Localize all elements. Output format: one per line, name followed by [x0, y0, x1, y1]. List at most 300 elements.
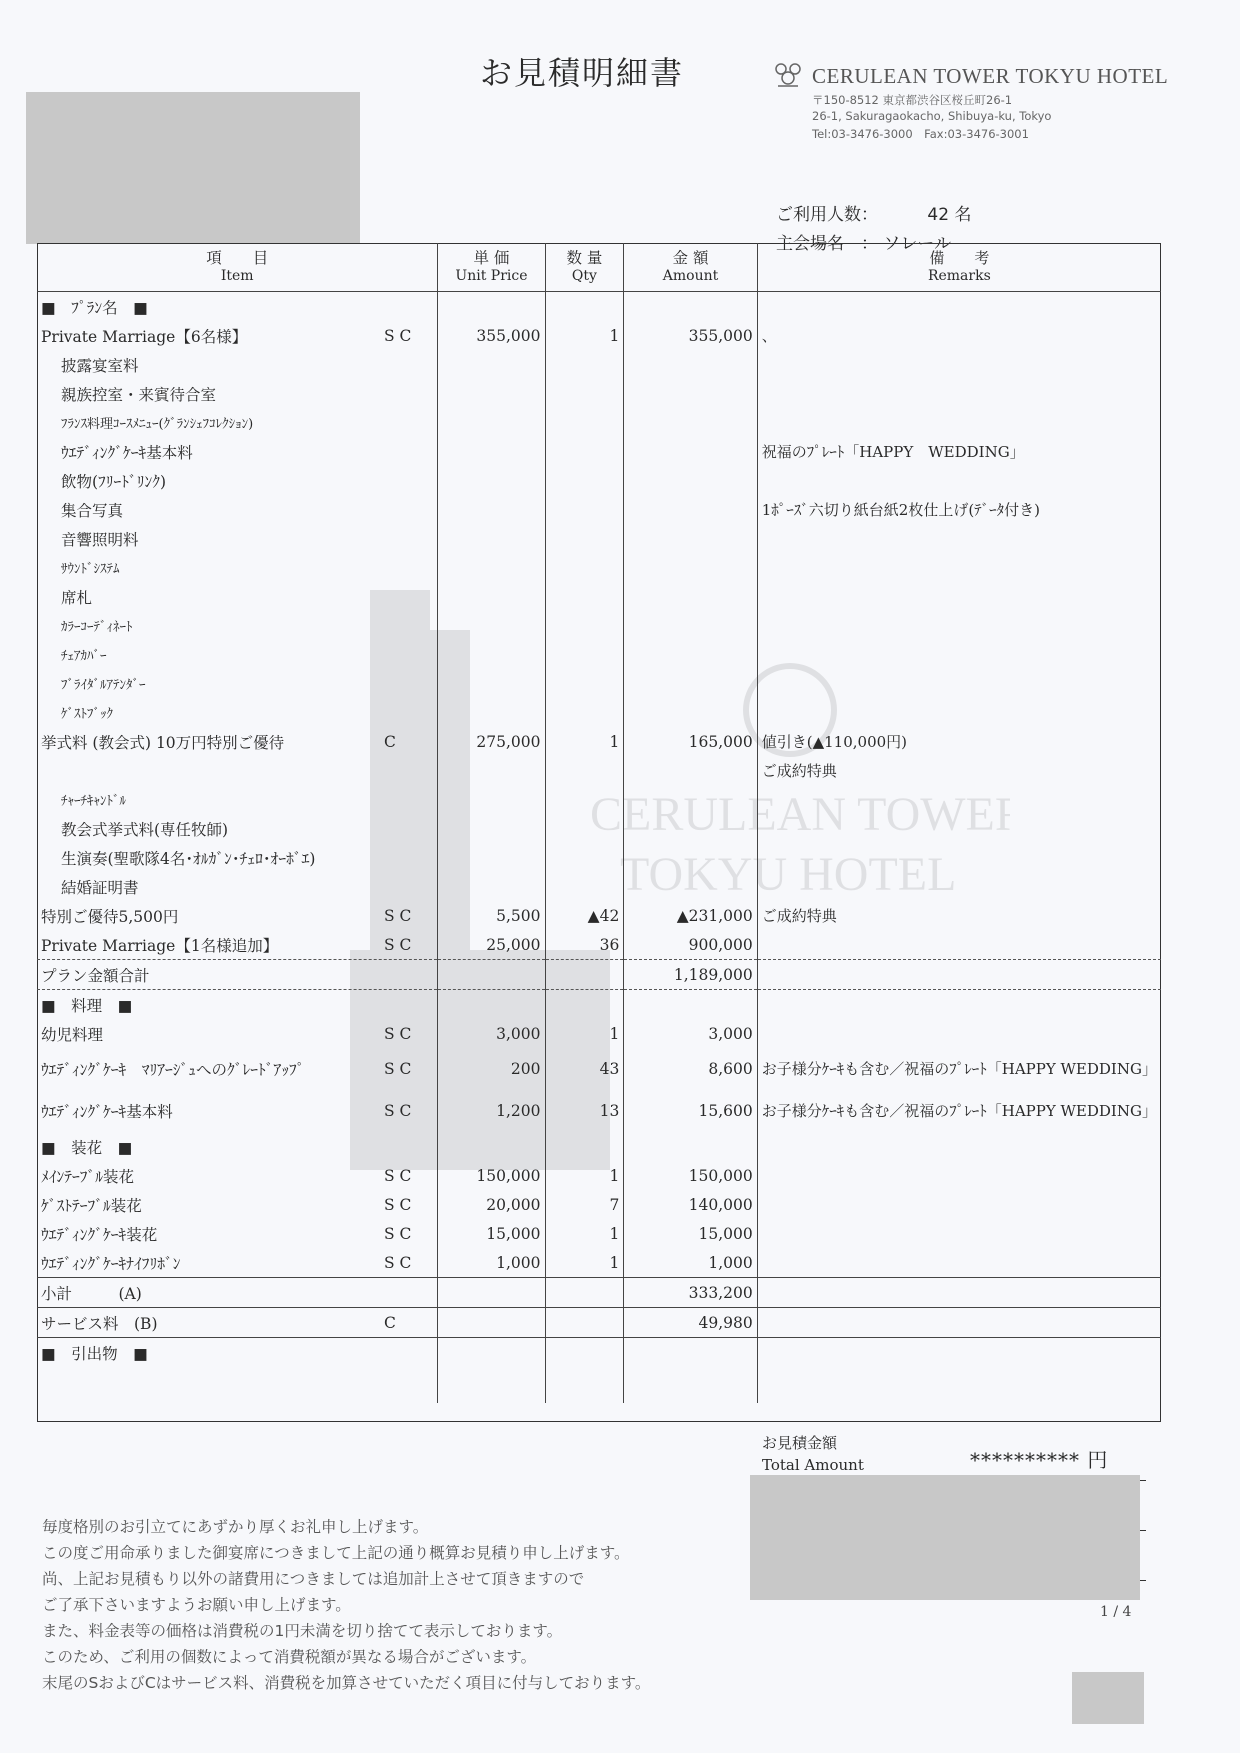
- table-row: [37, 785, 1161, 814]
- row-item-label: 小計 (A): [41, 1284, 142, 1303]
- row-item-label: 披露宴室料: [61, 356, 139, 375]
- row-item-label: 結婚証明書: [61, 878, 139, 897]
- row-amount: [624, 814, 757, 843]
- row-item: [37, 408, 438, 437]
- row-qty: 1: [545, 1161, 624, 1190]
- row-unit-price: 355,000: [438, 321, 545, 350]
- row-amount: [624, 1132, 757, 1161]
- row-remarks: お子様分ｹｰｷも含む／祝福のﾌﾟﾚｰﾄ「HAPPY WEDDING」: [761, 1101, 1157, 1120]
- row-item: [37, 727, 438, 756]
- row-amount: [624, 640, 757, 669]
- row-qty: [545, 1308, 624, 1338]
- row-item: [37, 1048, 438, 1090]
- row-qty: [545, 990, 624, 1020]
- row-item: [37, 1338, 438, 1368]
- row-remarks: 値引き(▲110,000円): [761, 733, 908, 751]
- row-remarks: [757, 408, 1161, 437]
- row-unit-price: 25,000: [438, 930, 545, 960]
- table-row: [37, 582, 1161, 611]
- row-remarks: [757, 1338, 1161, 1368]
- row-unit-price: 15,000: [438, 1219, 545, 1248]
- row-unit-price: [438, 756, 545, 785]
- row-item: [37, 930, 438, 960]
- row-unit-price: [438, 437, 545, 466]
- row-unit-price: [438, 814, 545, 843]
- row-remarks: [757, 640, 1161, 669]
- hotel-contact-line: Tel:03-3476-3000 Fax:03-3476-3001: [812, 127, 1029, 141]
- row-qty: 43: [545, 1048, 624, 1090]
- row-unit-price: [438, 582, 545, 611]
- row-item-label: 挙式料 (教会式) 10万円特別ご優待: [41, 733, 285, 752]
- guests-value: 42 名: [927, 205, 972, 225]
- row-qty: 1: [545, 1019, 624, 1048]
- row-item-label: ｳｴﾃﾞｨﾝｸﾞｹｰｷ ﾏﾘｱｰｼﾞｭへのｸﾞﾚｰﾄﾞｱｯﾌﾟ: [41, 1061, 305, 1079]
- note-line: この度ご用命承りました御宴席につきまして上記の通り概算お見積り申し上げます。: [42, 1544, 630, 1562]
- table-row: [37, 669, 1161, 698]
- table-row: [37, 1090, 1161, 1132]
- row-remarks: お子様分ｹｰｷも含む／祝福のﾌﾟﾚｰﾄ「HAPPY WEDDING」: [761, 1059, 1157, 1078]
- row-unit-price: 150,000: [438, 1161, 545, 1190]
- row-amount: [624, 843, 757, 872]
- row-remarks: [757, 292, 1161, 322]
- row-item-label: ｳｴﾃﾞｨﾝｸﾞｹｰｷ装花: [41, 1225, 158, 1244]
- table-row-blank: [37, 1367, 1161, 1403]
- row-item-label: ■ 引出物 ■: [41, 1344, 148, 1363]
- table-row: [37, 727, 1161, 756]
- row-item-label: ■ ﾌﾟﾗﾝ名 ■: [41, 298, 148, 317]
- row-remarks: [757, 379, 1161, 408]
- row-amount: [624, 524, 757, 553]
- row-remarks: [757, 524, 1161, 553]
- row-item-label: 教会式挙式料(専任牧師): [61, 820, 229, 839]
- row-unit-price: [438, 990, 545, 1020]
- row-amount: 15,600: [624, 1090, 757, 1132]
- row-charge-code: C: [384, 1313, 396, 1332]
- row-item-label: ■ 料理 ■: [41, 996, 133, 1015]
- page-number: 1 / 4: [1100, 1604, 1132, 1620]
- row-amount: 140,000: [624, 1190, 757, 1219]
- row-qty: [545, 756, 624, 785]
- table-row: [37, 843, 1161, 872]
- row-remarks: [757, 1219, 1161, 1248]
- row-amount: 3,000: [624, 1019, 757, 1048]
- venue-label: 主会場名 ：: [776, 234, 878, 254]
- row-amount: [624, 582, 757, 611]
- row-item: [37, 669, 438, 698]
- row-qty: [545, 524, 624, 553]
- row-item: [37, 379, 438, 408]
- row-remarks: [757, 611, 1161, 640]
- row-item: [37, 553, 438, 582]
- row-unit-price: [438, 843, 545, 872]
- col-header-remarks: 備 考 Remarks: [757, 243, 1161, 292]
- row-qty: [545, 1338, 624, 1368]
- row-unit-price: [438, 785, 545, 814]
- notes-block: [42, 1514, 650, 1696]
- row-remarks: [757, 843, 1161, 872]
- row-qty: 13: [545, 1090, 624, 1132]
- row-amount: [624, 553, 757, 582]
- redacted-totals-block: [750, 1475, 1140, 1600]
- table-row: [37, 466, 1161, 495]
- row-item: [37, 1090, 438, 1132]
- table-row: [37, 640, 1161, 669]
- row-item-label: 席札: [61, 588, 93, 607]
- blank-cell: [438, 1367, 545, 1403]
- row-amount: 15,000: [624, 1219, 757, 1248]
- row-qty: 36: [545, 930, 624, 960]
- row-unit-price: [438, 669, 545, 698]
- note-line: 尚、上記お見積もり以外の諸費用につきましては追加計上させて頂きますので: [42, 1570, 585, 1588]
- row-remarks: 、: [761, 327, 777, 345]
- row-remarks: [757, 990, 1161, 1020]
- row-item-label: ﾌﾞﾗｲﾀﾞﾙｱﾃﾝﾀﾞｰ: [61, 678, 146, 693]
- note-line: このため、ご利用の個数によって消費税額が異なる場合がございます。: [42, 1648, 537, 1666]
- row-charge-code: S C: [384, 1166, 412, 1185]
- row-remarks: [757, 1190, 1161, 1219]
- row-item-label: 集合写真: [61, 501, 124, 520]
- row-item: [37, 611, 438, 640]
- table-row: [37, 611, 1161, 640]
- row-item-label: ｻｳﾝﾄﾞｼｽﾃﾑ: [61, 562, 120, 577]
- row-amount: [624, 379, 757, 408]
- venue-value: ソレール: [883, 234, 952, 254]
- table-row: [37, 990, 1161, 1020]
- row-item: [37, 292, 438, 322]
- row-amount: 8,600: [624, 1048, 757, 1090]
- row-item-label: 特別ご優待5,500円: [41, 907, 179, 926]
- row-unit-price: 5,500: [438, 901, 545, 930]
- row-amount: [624, 292, 757, 322]
- row-amount: 333,200: [624, 1278, 757, 1308]
- row-amount: 150,000: [624, 1161, 757, 1190]
- margin-tick: [1140, 1580, 1146, 1581]
- row-item-label: ﾁｬｰﾁｷｬﾝﾄﾞﾙ: [61, 794, 126, 809]
- total-amount-label: お見積金額 Total Amount: [762, 1434, 864, 1474]
- row-qty: ▲42: [545, 901, 624, 930]
- row-remarks: ご成約特典: [761, 907, 837, 925]
- row-qty: [545, 553, 624, 582]
- row-unit-price: [438, 1308, 545, 1338]
- row-qty: [545, 292, 624, 322]
- row-charge-code: S C: [384, 906, 412, 925]
- row-unit-price: [438, 379, 545, 408]
- row-item: [37, 1161, 438, 1190]
- blank-cell: [624, 1367, 757, 1403]
- table-row: [37, 350, 1161, 379]
- row-amount: 1,189,000: [624, 960, 757, 990]
- hotel-address-line: 〒150-8512 東京都渋谷区桜丘町26-1: [812, 93, 1013, 107]
- row-amount: [624, 466, 757, 495]
- row-qty: [545, 495, 624, 524]
- table-row: [37, 930, 1161, 960]
- row-charge-code: S C: [384, 935, 412, 954]
- row-qty: [545, 466, 624, 495]
- row-amount: [624, 785, 757, 814]
- row-unit-price: [438, 872, 545, 901]
- row-unit-price: [438, 408, 545, 437]
- row-unit-price: [438, 292, 545, 322]
- row-unit-price: 3,000: [438, 1019, 545, 1048]
- row-remarks: 祝福のﾌﾟﾚｰﾄ「HAPPY WEDDING」: [761, 443, 1025, 461]
- row-qty: [545, 843, 624, 872]
- row-item: [37, 524, 438, 553]
- redacted-stamp-block: [1072, 1672, 1144, 1724]
- col-header-unit-price: 単 価 Unit Price: [438, 243, 545, 292]
- row-amount: ▲231,000: [624, 901, 757, 930]
- hotel-name: CERULEAN TOWER TOKYU HOTEL: [812, 64, 1169, 88]
- row-item-label: サービス料 (B): [41, 1314, 158, 1333]
- row-amount: [624, 611, 757, 640]
- row-amount: [624, 408, 757, 437]
- blank-cell: [545, 1367, 624, 1403]
- row-item-label: 飲物(ﾌﾘｰﾄﾞﾘﾝｸ): [61, 472, 167, 491]
- hotel-address-line: 26-1, Sakuragaokacho, Shibuya-ku, Tokyo: [812, 109, 1052, 123]
- row-item: [37, 1219, 438, 1248]
- row-unit-price: [438, 611, 545, 640]
- row-qty: [545, 1132, 624, 1161]
- row-remarks: [757, 814, 1161, 843]
- table-row: [37, 960, 1161, 990]
- row-qty: [545, 785, 624, 814]
- col-header-qty: 数 量 Qty: [545, 243, 624, 292]
- row-unit-price: 1,200: [438, 1090, 545, 1132]
- row-charge-code: S C: [384, 1024, 412, 1043]
- row-charge-code: S C: [384, 1195, 412, 1214]
- note-line: 末尾のSおよびCはサービス料、消費税を加算させていただく項目に付与しております。: [42, 1674, 651, 1692]
- row-item: [37, 437, 438, 466]
- table-row: [37, 321, 1161, 350]
- table-row: [37, 1219, 1161, 1248]
- row-item: [37, 1190, 438, 1219]
- row-remarks: [757, 785, 1161, 814]
- row-unit-price: 1,000: [438, 1248, 545, 1278]
- table-row: [37, 698, 1161, 727]
- row-unit-price: [438, 466, 545, 495]
- table-row: [37, 1190, 1161, 1219]
- row-unit-price: [438, 960, 545, 990]
- table-row: [37, 495, 1161, 524]
- row-unit-price: 20,000: [438, 1190, 545, 1219]
- row-item: [37, 901, 438, 930]
- row-item: [37, 872, 438, 901]
- row-item-label: 音響照明料: [61, 530, 139, 549]
- row-charge-code: S C: [384, 326, 412, 345]
- margin-tick: [1140, 1530, 1146, 1531]
- row-remarks: [757, 466, 1161, 495]
- row-remarks: [757, 1278, 1161, 1308]
- row-qty: [545, 582, 624, 611]
- table-row: [37, 1308, 1161, 1338]
- col-header-item: 項 目 Item: [37, 243, 438, 292]
- row-qty: [545, 350, 624, 379]
- table-row: [37, 524, 1161, 553]
- total-amount-value: ********** 円: [970, 1448, 1109, 1472]
- row-amount: [624, 437, 757, 466]
- row-remarks: [757, 1019, 1161, 1048]
- watermark-line-2: TOKYU HOTEL: [620, 848, 957, 901]
- row-qty: [545, 1278, 624, 1308]
- row-unit-price: [438, 524, 545, 553]
- row-item: [37, 756, 438, 785]
- document-title: お見積明細書: [480, 54, 685, 92]
- row-amount: [624, 350, 757, 379]
- row-remarks: [757, 1248, 1161, 1278]
- row-item: [37, 495, 438, 524]
- row-amount: [624, 872, 757, 901]
- row-item-label: ■ 装花 ■: [41, 1138, 133, 1157]
- row-amount: 49,980: [624, 1308, 757, 1338]
- row-item-label: ｳｴﾃﾞｨﾝｸﾞｹｰｷﾅｲﾌﾘﾎﾞﾝ: [41, 1254, 181, 1273]
- note-line: ご了承下さいますようお願い申し上げます。: [42, 1596, 351, 1614]
- row-qty: [545, 872, 624, 901]
- row-amount: [624, 669, 757, 698]
- row-item-label: 幼児料理: [41, 1025, 104, 1044]
- row-unit-price: [438, 350, 545, 379]
- row-item-label: ｳｴﾃﾞｨﾝｸﾞｹｰｷ基本料: [61, 443, 193, 462]
- row-remarks: [757, 1132, 1161, 1161]
- row-item: [37, 1308, 438, 1338]
- row-item: [37, 582, 438, 611]
- table-row: [37, 814, 1161, 843]
- row-remarks: [757, 669, 1161, 698]
- row-qty: [545, 814, 624, 843]
- row-unit-price: [438, 1278, 545, 1308]
- row-remarks: [757, 553, 1161, 582]
- row-unit-price: [438, 495, 545, 524]
- row-qty: 1: [545, 1219, 624, 1248]
- row-charge-code: S C: [384, 1102, 412, 1120]
- estimate-table: [37, 243, 1161, 1403]
- table-row: [37, 1278, 1161, 1308]
- row-unit-price: 200: [438, 1048, 545, 1090]
- guests-label: ご利用人数：: [776, 205, 878, 225]
- row-amount: [624, 1338, 757, 1368]
- row-unit-price: [438, 1132, 545, 1161]
- row-item: [37, 1132, 438, 1161]
- row-remarks: [757, 1308, 1161, 1338]
- row-item: [37, 466, 438, 495]
- table-row: [37, 408, 1161, 437]
- row-remarks: [757, 582, 1161, 611]
- row-unit-price: 275,000: [438, 727, 545, 756]
- row-item: [37, 698, 438, 727]
- row-remarks: [757, 350, 1161, 379]
- row-amount: 1,000: [624, 1248, 757, 1278]
- row-item: [37, 990, 438, 1020]
- row-item: [37, 1278, 438, 1308]
- row-qty: [545, 640, 624, 669]
- row-item-label: ｹﾞｽﾄﾌﾞｯｸ: [61, 707, 113, 722]
- table-row: [37, 292, 1161, 322]
- row-charge-code: C: [384, 732, 396, 751]
- row-item-label: Private Marriage【1名様追加】: [41, 936, 279, 955]
- row-item: [37, 321, 438, 350]
- row-remarks: [757, 698, 1161, 727]
- row-qty: [545, 379, 624, 408]
- redacted-customer-block: [26, 92, 360, 244]
- margin-tick: [1140, 1480, 1146, 1481]
- table-row: [37, 1019, 1161, 1048]
- row-item: [37, 843, 438, 872]
- row-amount: [624, 990, 757, 1020]
- row-item: [37, 960, 438, 990]
- row-qty: 1: [545, 727, 624, 756]
- row-unit-price: [438, 698, 545, 727]
- row-qty: [545, 408, 624, 437]
- row-item-label: ﾌﾗﾝｽ料理ｺｰｽﾒﾆｭｰ(ｸﾞﾗﾝｼｪﾌｺﾚｸｼｮﾝ): [61, 417, 254, 432]
- note-line: 毎度格別のお引立てにあずかり厚くお礼申し上げます。: [42, 1518, 429, 1536]
- hotel-crest-icon: [772, 60, 804, 94]
- blank-cell: [37, 1367, 438, 1403]
- table-row: [37, 379, 1161, 408]
- table-row: [37, 1161, 1161, 1190]
- row-qty: 1: [545, 321, 624, 350]
- row-item: [37, 1019, 438, 1048]
- row-remarks: [757, 960, 1161, 990]
- col-header-amount: 金 額 Amount: [624, 243, 757, 292]
- row-unit-price: [438, 553, 545, 582]
- row-item-label: ｳｴﾃﾞｨﾝｸﾞｹｰｷ基本料: [41, 1103, 173, 1121]
- row-qty: [545, 669, 624, 698]
- table-row: [37, 553, 1161, 582]
- row-item-label: 生演奏(聖歌隊4名･ｵﾙｶﾞﾝ･ﾁｪﾛ･ｵｰﾎﾞｴ): [61, 849, 316, 868]
- row-amount: [624, 698, 757, 727]
- table-row: [37, 872, 1161, 901]
- row-amount: 165,000: [624, 727, 757, 756]
- table-row: [37, 1048, 1161, 1090]
- row-charge-code: S C: [384, 1224, 412, 1243]
- row-remarks: 1ﾎﾟｰｽﾞ六切り紙台紙2枚仕上げ(ﾃﾞｰﾀ付き): [761, 501, 1041, 519]
- watermark-line-1: CERULEAN TOWER: [590, 788, 1010, 841]
- table-row: [37, 1248, 1161, 1278]
- row-remarks: [757, 872, 1161, 901]
- row-item-label: ﾒｲﾝﾃｰﾌﾞﾙ装花: [41, 1167, 135, 1186]
- row-unit-price: [438, 1338, 545, 1368]
- row-amount: 900,000: [624, 930, 757, 960]
- row-item-label: ｶﾗｰｺｰﾃﾞｨﾈｰﾄ: [61, 620, 133, 635]
- table-row: [37, 1132, 1161, 1161]
- row-amount: [624, 495, 757, 524]
- row-qty: [545, 698, 624, 727]
- row-remarks: [757, 930, 1161, 960]
- row-remarks: [757, 1161, 1161, 1190]
- row-item: [37, 640, 438, 669]
- row-remarks: ご成約特典: [761, 762, 837, 780]
- row-item-label: ｹﾞｽﾄﾃｰﾌﾞﾙ装花: [41, 1196, 142, 1215]
- row-amount: [624, 756, 757, 785]
- blank-cell: [757, 1367, 1161, 1403]
- row-item: [37, 814, 438, 843]
- table-row: [37, 756, 1161, 785]
- row-qty: 7: [545, 1190, 624, 1219]
- row-qty: [545, 611, 624, 640]
- table-header-row: [37, 243, 1161, 292]
- row-item: [37, 350, 438, 379]
- row-item: [37, 785, 438, 814]
- row-charge-code: S C: [384, 1060, 412, 1078]
- row-item-label: ﾁｪｱｶﾊﾞｰ: [61, 649, 107, 664]
- row-item-label: プラン金額合計: [41, 966, 150, 985]
- row-unit-price: [438, 640, 545, 669]
- row-qty: [545, 437, 624, 466]
- row-qty: [545, 960, 624, 990]
- row-amount: 355,000: [624, 321, 757, 350]
- table-row: [37, 1338, 1161, 1368]
- row-qty: 1: [545, 1248, 624, 1278]
- row-item-label: Private Marriage【6名様】: [41, 327, 248, 346]
- row-charge-code: S C: [384, 1253, 412, 1272]
